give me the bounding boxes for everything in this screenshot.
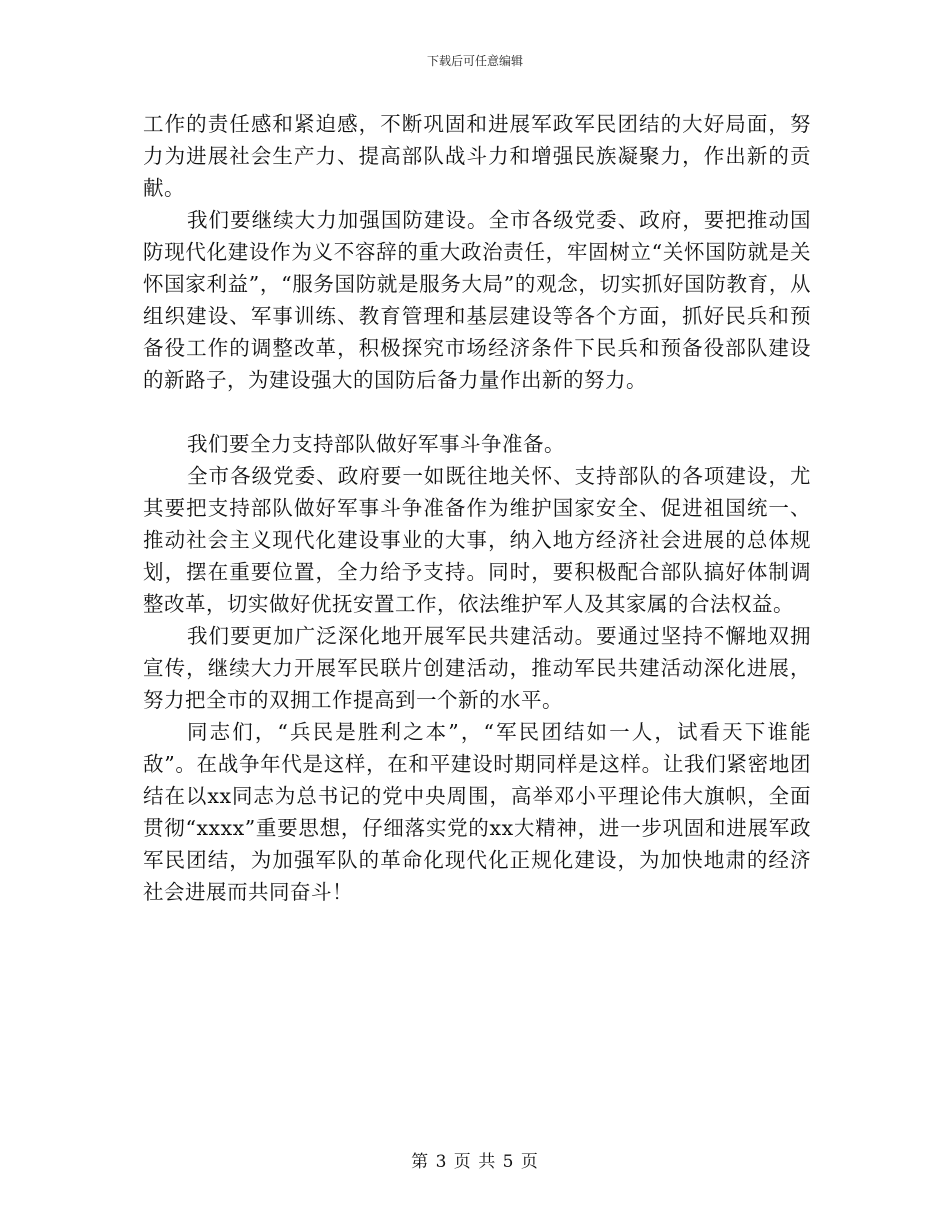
paragraph-continued: 工作的责任感和紧迫感，不断巩固和进展军政军民团结的大好局面，努力为进展社会生产力、提高部队战斗力和增强民族凝聚力，作出新的贡献。 [143, 112, 811, 200]
paragraph-joint-construction: 我们要更加广泛深化地开展军民共建活动。要通过坚持不懈地双拥宣传，继续大力开展军民联片创建活动，推动军民共建活动深化进展，努力把全市的双拥工作提高到一个新的水平。 [143, 624, 811, 712]
paragraph-national-defense: 我们要继续大力加强国防建设。全市各级党委、政府，要把推动国防现代化建设作为义不容辞的重大政治责任，牢固树立“关怀国防就是关怀国家利益”，“服务国防就是服务大局”的观念，切实抓好国防教育，从组织建设、军事训练、教育管理和基层建设等各个方面，抓好民兵和预备役工作的调整改革，积极探究市场经济条件下民兵和预备役部队建设的新路子，为建设强大的国防后备力量作出新的努力。 [143, 208, 811, 392]
paragraph-military-preparation-heading: 我们要全力支持部队做好军事斗争准备。 [187, 432, 565, 456]
paragraph-military-preparation: 全市各级党委、政府要一如既往地关怀、支持部队的各项建设，尤其要把支持部队做好军事斗争准备作为维护国家安全、促进祖国统一、推动社会主义现代化建设事业的大事，纳入地方经济社会进展的总体规划，摆在重要位置，全力给予支持。同时，要积极配合部队搞好体制调整改革，切实做好优抚安置工作，依法维护军人及其家属的合法权益。 [143, 464, 811, 616]
document-body [143, 108, 811, 908]
paragraph-closing: 同志们，“兵民是胜利之本”，“军民团结如一人，试看天下谁能敌”。在战争年代是这样，在和平建设时期同样是这样。让我们紧密地团结在以xx同志为总书记的党中央周围，高举邓小平理论伟大旗帜，全面贯彻“xxxx”重要思想，仔细落实党的xx大精神，进一步巩固和进展军政军民团结，为加强军队的革命化现代化正规化建设，为加快地肃的经济社会进展而共同奋斗！ [143, 720, 811, 904]
page-header-note: 下载后可任意编辑 [426, 54, 523, 68]
page-number: 第 3 页 共 5 页 [411, 1152, 539, 1172]
